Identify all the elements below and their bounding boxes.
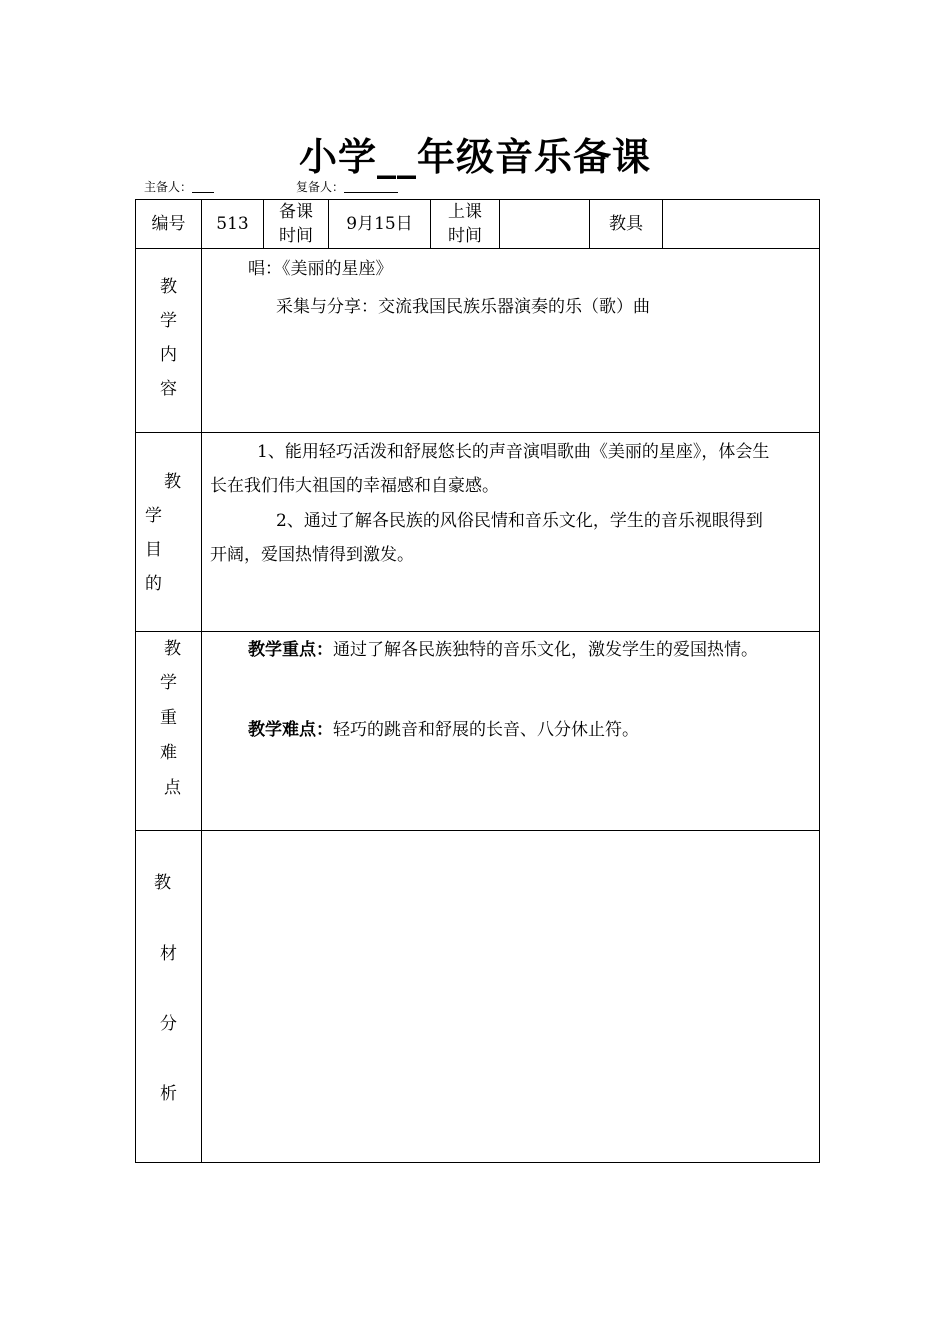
goals-label-char: 教 [164,472,181,492]
keypoints-label-char: 重 [160,708,177,728]
analysis-label [136,831,202,1163]
content-label-char: 容 [160,379,177,399]
content-line: 采集与分享：交流我国民族乐器演奏的乐（歌）曲 [276,297,650,317]
lesson-plan-table [135,199,820,1163]
class-time-label-line2: 时间 [448,226,482,246]
main-preparer [144,178,214,195]
number-value[interactable]: 513 [202,200,264,249]
goal-line: 开阔，爱国热情得到激发。 [210,545,414,565]
prep-time-label-line1: 备课 [279,202,313,222]
difficulty-label: 教学难点： [248,720,333,740]
goal-line: 2、通过了解各民族的风俗民情和音乐文化，学生的音乐视眼得到 [276,511,763,531]
goals-row [136,433,820,632]
keypoints-label-char: 学 [160,673,177,693]
content-label-char: 内 [160,345,177,365]
class-time-label-line1: 上课 [448,202,482,222]
class-time-value[interactable] [500,200,590,249]
keypoints-body[interactable] [202,632,820,831]
content-line: 唱：《美丽的星座》 [248,259,393,279]
analysis-label-char: 材 [160,944,177,964]
co-preparer-blank[interactable] [344,180,398,193]
keypoints-label-char: 点 [164,778,181,798]
class-time-label [431,200,500,249]
keypoints-row [136,632,820,831]
keypoints-label-char: 教 [164,639,181,659]
co-preparer-label: 复备人： [296,180,345,194]
co-preparer [296,178,398,195]
keypoints-label-char: 难 [160,743,177,763]
content-label-char: 教 [160,277,177,297]
content-row [136,249,820,433]
main-preparer-blank[interactable] [192,180,214,193]
goals-label-char: 学 [145,506,162,526]
keypoints-label [136,632,202,831]
goal-line: 长在我们伟大祖国的幸福感和自豪感。 [210,476,499,496]
goal-line: 1、能用轻巧活泼和舒展悠长的声音演唱歌曲《美丽的星座》，体会生 [257,442,770,462]
key-point-text: 通过了解各民族独特的音乐文化，激发学生的爱国热情。 [333,640,758,660]
analysis-label-char: 教 [154,873,171,893]
number-label: 编号 [136,200,202,249]
tools-value[interactable] [663,200,820,249]
difficulty-text: 轻巧的跳音和舒展的长音、八分休止符。 [333,720,639,740]
analysis-label-char: 分 [160,1014,177,1034]
analysis-label-char: 析 [160,1084,177,1104]
analysis-row [136,831,820,1163]
goals-label-char: 目 [145,540,162,560]
header-row [136,200,820,249]
content-body[interactable] [202,249,820,433]
tools-label: 教具 [590,200,663,249]
content-label-char: 学 [160,311,177,331]
goals-body[interactable] [202,433,820,632]
goals-label-char: 的 [145,574,162,594]
analysis-body[interactable] [202,831,820,1163]
key-point-label: 教学重点： [248,640,333,660]
main-preparer-label: 主备人： [144,180,193,194]
prep-time-label [264,200,329,249]
goals-label [136,433,202,632]
page-title: 小学__年级音乐备课 [298,135,651,179]
content-label [136,249,202,433]
prep-time-value[interactable]: 9月15日 [329,200,431,249]
prep-time-label-line2: 时间 [279,226,313,246]
key-point [248,635,758,660]
difficulty-point [248,715,639,740]
